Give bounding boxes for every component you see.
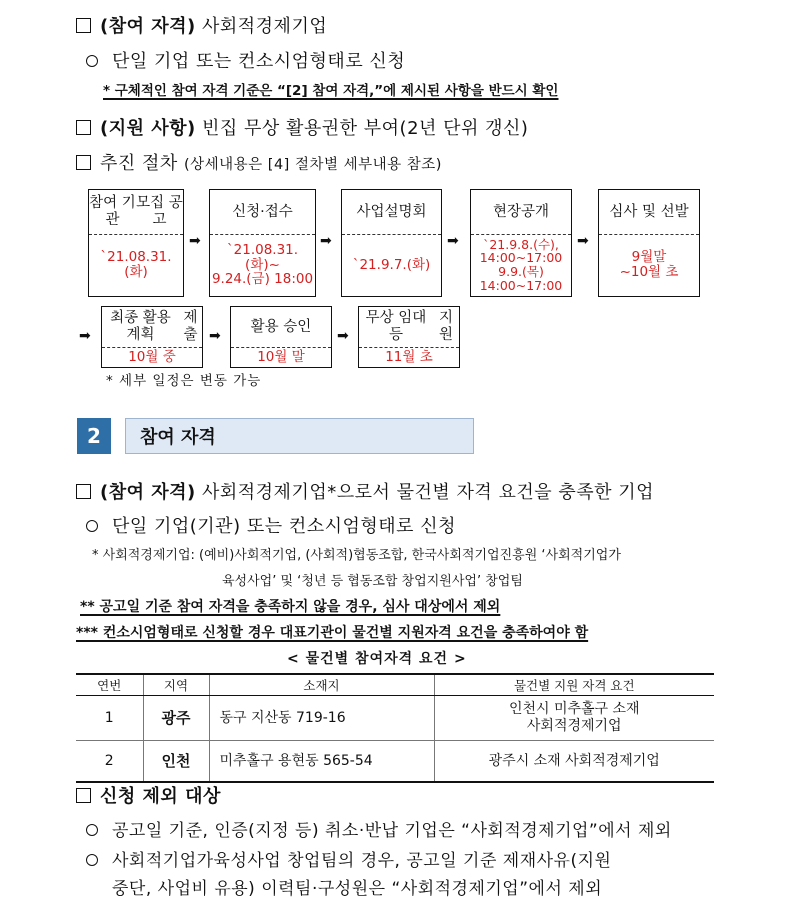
circle-bullet-icon: [86, 824, 98, 836]
arrow-right-icon: ➡: [337, 328, 349, 344]
header-location: 소재지: [209, 674, 434, 696]
flow-step-briefing: [341, 189, 442, 297]
cell-number: 2: [76, 741, 143, 783]
flow-step-date: `21.9.8.(수), 14:00~17:00 9.9.(목) 14:00~17:00: [479, 236, 563, 293]
square-bullet-icon: [76, 155, 91, 170]
arrow-right-icon: ➡: [209, 328, 221, 344]
single-company-text: 단일 기업 또는 컨소시엄형태로 신청: [112, 51, 406, 72]
exclusion-heading-text: 신청 제외 대상: [100, 786, 221, 807]
support-text: 빈집 무상 활용권한 부여(2년 단위 갱신): [195, 118, 529, 139]
circle-bullet-icon: [86, 854, 98, 866]
exclusion-item-2: [86, 846, 611, 871]
flow-step-title: 최종 활용 계획 제출: [102, 307, 202, 348]
flow-step-date: `21.08.31.(화): [100, 249, 172, 280]
flow-step-final-plan: [101, 306, 203, 368]
flow-step-lease-support: [358, 306, 460, 368]
flow-step-title: 현장공개: [471, 190, 571, 235]
flow-step-date: `21.08.31.(화)~ 9.24.(금) 18:00: [211, 241, 314, 288]
single-entity-text: 단일 기업(기관) 또는 컨소시엄형태로 신청: [112, 516, 457, 537]
flow-step-date: `21.9.7.(화): [352, 256, 431, 273]
consortium-note: *** 컨소시엄형태로 신청할 경우 대표기관이 물건별 지원자격 요건을 충족하여야 함: [76, 625, 589, 641]
table-row: [76, 741, 714, 783]
eligibility-label: (참여 자격): [100, 482, 196, 503]
flow-step-selection: [598, 189, 700, 297]
header-requirement: 물건별 지원 자격 요건: [434, 674, 714, 696]
flow-step-site-visit: [470, 189, 572, 297]
single-entity-line: [86, 512, 456, 538]
exclusion-item-1-text: 공고일 기준, 인증(지정 등) 취소·반납 기업은 “사회적경제기업”에서 제외: [112, 821, 672, 841]
square-bullet-icon: [76, 788, 91, 803]
procedure-line: [76, 149, 442, 175]
flow-step-date: 9월말 ~10월 초: [619, 249, 679, 280]
header-number: 연번: [76, 674, 143, 696]
cell-region: 인천: [143, 741, 209, 783]
flow-step-title: 심사 및 선발: [599, 190, 699, 235]
arrow-right-icon: ➡: [320, 233, 332, 249]
flow-step-title: 신청·접수: [210, 190, 315, 235]
arrow-right-icon: ➡: [189, 233, 201, 249]
section-title: 참여 자격: [125, 418, 474, 454]
exclusion-heading: [76, 782, 221, 808]
flow-step-title: 무상 임대 등 지원: [359, 307, 459, 348]
participation-label: (참여 자격): [100, 16, 196, 37]
flow-step-date: 10월 말: [257, 349, 305, 366]
table-title: < 물건별 참여자격 요건 >: [287, 651, 467, 667]
flow-step-title: 활용 승인: [231, 307, 331, 348]
eligibility-line: [76, 478, 654, 504]
arrow-right-icon: ➡: [577, 233, 589, 249]
square-bullet-icon: [76, 120, 91, 135]
flow-step-title: 사업설명회: [342, 190, 441, 235]
cell-number: 1: [76, 696, 143, 741]
participation-text: 사회적경제기업: [195, 16, 328, 37]
section-number: 2: [77, 418, 111, 454]
table-row: [76, 696, 714, 741]
flow-step-date: 10월 중: [128, 349, 176, 366]
exclusion-item-2-text: 사회적기업가육성사업 창업팀의 경우, 공고일 기준 제재사유(지원: [112, 851, 612, 871]
flow-step-title: 참여 기관 모집 공고: [89, 190, 183, 235]
exclusion-note: ** 공고일 기준 참여 자격을 충족하지 않을 경우, 심사 대상에서 제외: [80, 599, 501, 615]
cell-region: 광주: [143, 696, 209, 741]
exclusion-item-1: [86, 816, 672, 841]
flow-note: * 세부 일정은 변동 가능: [106, 373, 262, 389]
circle-bullet-icon: [86, 520, 98, 532]
circle-bullet-icon: [86, 55, 98, 67]
cell-location: 미추홀구 용현동 565-54: [209, 741, 434, 783]
procedure-note: (상세내용은 [4] 절차별 세부내용 참조): [184, 157, 442, 173]
definition-note-cont: 육성사업’ 및 ‘청년 등 협동조합 창업지원사업’ 창업팀: [222, 574, 523, 589]
participation-line: [76, 12, 327, 38]
support-label: (지원 사항): [100, 118, 196, 139]
criteria-note: * 구체적인 참여 자격 기준은 “[2] 참여 자격,”에 제시된 사항을 반드시 확인: [103, 83, 559, 99]
arrow-right-icon: ➡: [79, 328, 91, 344]
exclusion-item-2-cont: 중단, 사업비 유용) 이력팀·구성원은 “사회적경제기업”에서 제외: [112, 879, 603, 899]
square-bullet-icon: [76, 484, 91, 499]
header-region: 지역: [143, 674, 209, 696]
procedure-text: 추진 절차: [100, 153, 184, 174]
definition-note: * 사회적경제기업: (예비)사회적기업, (사회적)협동조합, 한국사회적기업진흥원 ‘사회적기업가: [92, 548, 621, 563]
flow-step-date: 11월 초: [385, 349, 433, 366]
flow-step-announcement: [88, 189, 184, 297]
support-line: [76, 114, 528, 140]
cell-location: 동구 지산동 719-16: [209, 696, 434, 741]
square-bullet-icon: [76, 18, 91, 33]
flow-step-application: [209, 189, 316, 297]
single-company-line: [86, 47, 405, 73]
arrow-right-icon: ➡: [447, 233, 459, 249]
cell-requirement: 광주시 소재 사회적경제기업: [434, 741, 714, 783]
cell-requirement: 인천시 미추홀구 소재 사회적경제기업: [434, 696, 714, 741]
flow-step-approval: [230, 306, 332, 368]
table-header-row: [76, 674, 714, 696]
eligibility-table: [76, 673, 714, 783]
eligibility-text: 사회적경제기업*으로서 물건별 자격 요건을 충족한 기업: [195, 482, 655, 503]
